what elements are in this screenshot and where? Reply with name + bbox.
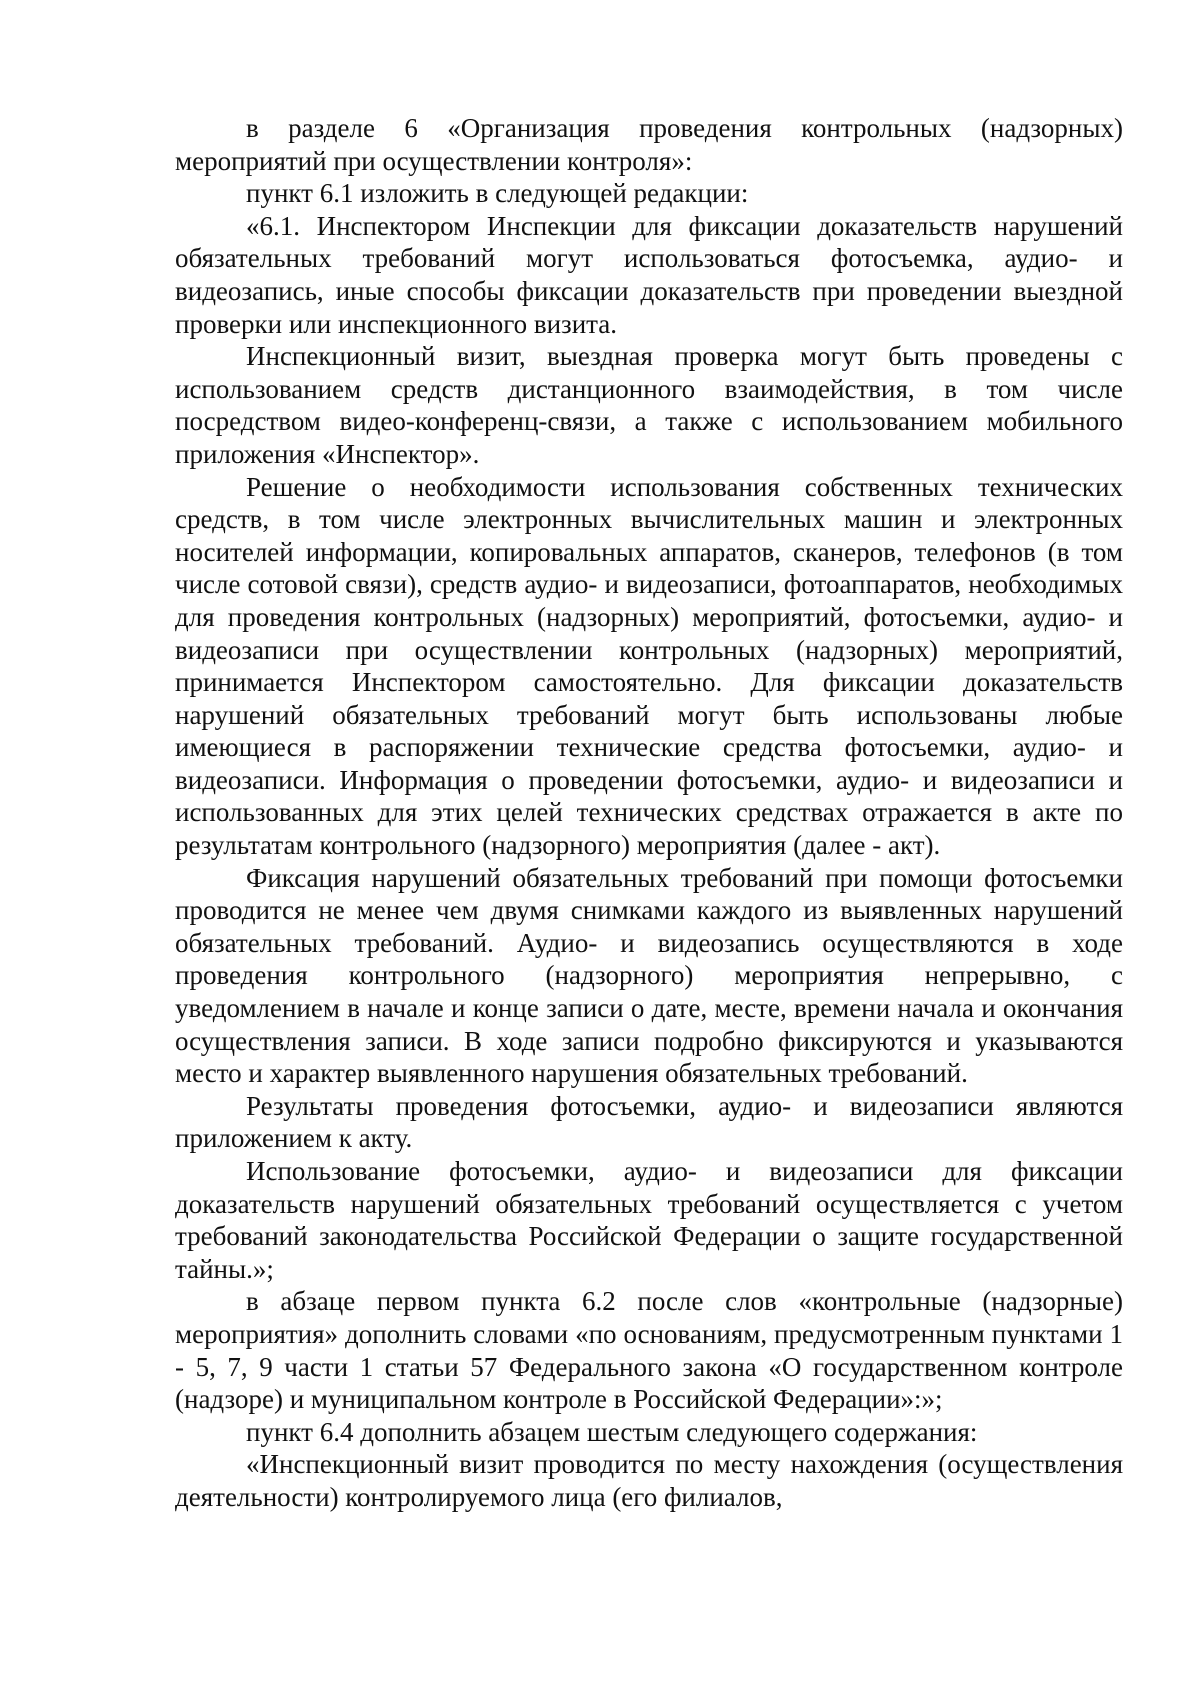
paragraph-item-6-1-intro: пункт 6.1 изложить в следующей редакции: (246, 178, 749, 209)
document-page (175, 112, 1123, 1514)
paragraph-inspection-visit-place: «Инспекционный визит проводится по месту нахождения (осуществления деятельности) контролируемого лица (его филиалов, (175, 1449, 1123, 1512)
paragraph-section-6-intro: в разделе 6 «Организация проведения контрольных (надзорных) мероприятий при осуществлении контроля»: (175, 113, 1123, 176)
paragraph-6-1-recording: «6.1. Инспектором Инспекции для фиксации доказательств нарушений обязательных требований могут использоваться фотосъемка, аудио- и видеозапись, иные способы фиксации доказательств при проведении выездной проверки или инспекционного визита. (175, 210, 1123, 339)
paragraph-state-secret: Использование фотосъемки, аудио- и видеозаписи для фиксации доказательств нарушений обязательных требований осуществляется с учетом требований законодательства Российской Федерации о защите государственной тайны.»; (175, 1156, 1123, 1284)
paragraph-item-6-2-amendment: в абзаце первом пункта 6.2 после слов «контрольные (надзорные) мероприятия» дополнить словами «по основаниям, предусмотренным пунктами 1 - 5, 7, 9 части 1 статьи 57 Федерального закона «О государственном контроле (надзоре) и муниципальном контроле в Российской Федерации»:»; (175, 1286, 1123, 1415)
paragraph-fixation-rules: Фиксация нарушений обязательных требований при помощи фотосъемки проводится не менее чем двумя снимками каждого из выявленных нарушений обязательных требований. Аудио- и видеозапись осуществляются в ходе проведения контрольного (надзорного) мероприятия непрерывно, с уведомлением в начале и конце записи о дате, месте, времени начала и окончания осуществления записи. В ходе записи подробно фиксируются и указываются место и характер выявленного нарушения обязательных требований. (175, 862, 1123, 1089)
paragraph-results-appendix: Результаты проведения фотосъемки, аудио- и видеозаписи являются приложением к акту. (175, 1090, 1123, 1154)
paragraph-item-6-4-amendment: пункт 6.4 дополнить абзацем шестым следующего содержания: (246, 1416, 978, 1447)
paragraph-remote-inspection: Инспекционный визит, выездная проверка могут быть проведены с использованием средств дистанционного взаимодействия, в том числе посредством видео-конференц-связи, а также с использованием мобильного приложения «Инспектор». (175, 341, 1123, 469)
paragraph-technical-means: Решение о необходимости использования собственных технических средств, в том числе электронных вычислительных машин и электронных носителей информации, копировальных аппаратов, сканеров, телефонов (в том числе сотовой связи), средств аудио- и видеозаписи, фотоаппаратов, необходимых для проведения контрольных (надзорных) мероприятий, фотосъемки, аудио- и видеозаписи при осуществлении контрольных (надзорных) мероприятий, принимается Инспектором самостоятельно. Для фиксации доказательств нарушений обязательных требований могут быть использованы любые имеющиеся в распоряжении технические средства фотосъемки, аудио- и видеозаписи. Информация о проведении фотосъемки, аудио- и видеозаписи и использованных для этих целей технических средствах отражается в акте по результатам контрольного (надзорного) мероприятия (далее - акт). (175, 471, 1123, 861)
